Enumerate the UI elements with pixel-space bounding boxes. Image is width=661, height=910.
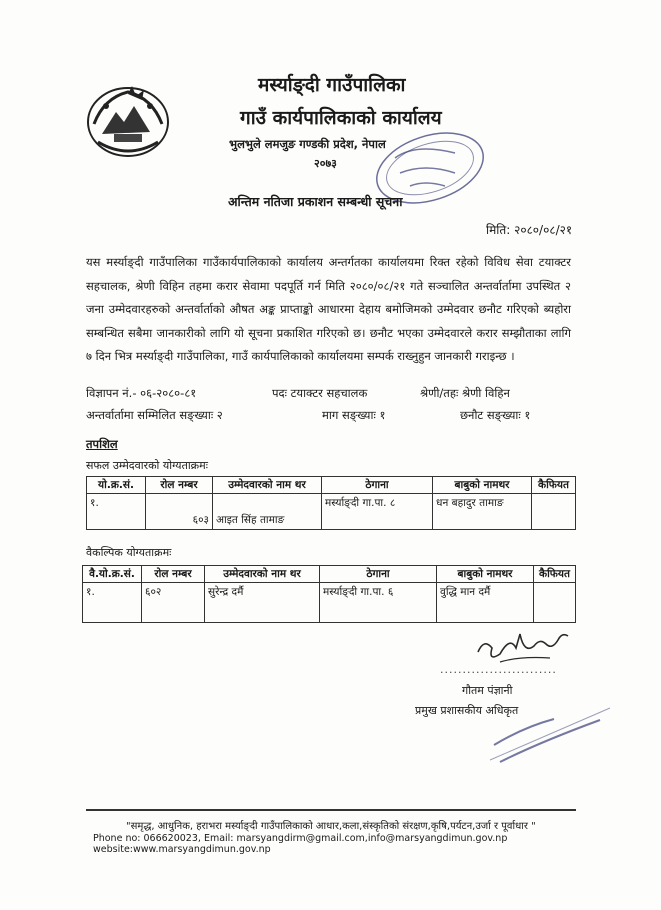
column-header: उम्मेदवारको नाम थर xyxy=(213,477,322,494)
alternate-heading: वैकल्पिक योग्यताक्रमः xyxy=(86,546,172,559)
post-level: श्रेणी/तहः श्रेणी विहिन xyxy=(420,386,510,400)
cell-father: धन बहादुर तामाङ xyxy=(433,494,532,530)
footer-divider xyxy=(86,809,576,811)
table-header-row xyxy=(83,566,576,583)
column-header: यो.क्र.सं. xyxy=(87,477,146,494)
cell-address: मर्स्याङ्दी गा.पा. ६ xyxy=(320,583,437,623)
cell-sn: १. xyxy=(87,494,146,530)
footer-motto: "समृद्ध, आधुनिक, हराभरा मर्स्याङ्दी गाउँपालिकाको आधार,कला,संस्कृतिको संरक्षण,कृषि,पर्यटन,उर्जा र पूर्वाधार " xyxy=(126,821,536,832)
column-header: उम्मेदवारको नाम थर xyxy=(205,566,320,583)
column-header: ठेगाना xyxy=(320,566,437,583)
alternate-table xyxy=(82,565,576,623)
table-row xyxy=(87,494,576,530)
column-header: वै.यो.क्र.सं. xyxy=(83,566,142,583)
office-address: भुलभुले लमजुङ गण्डकी प्रदेश, नेपाल xyxy=(229,137,386,151)
column-header: बाबुको नामथर xyxy=(433,477,532,494)
column-header: कैफियत xyxy=(532,477,576,494)
column-header: कैफियत xyxy=(534,566,576,583)
officer-stamp-icon xyxy=(480,700,630,770)
cell-name: आइत सिंह तामाङ xyxy=(213,494,322,530)
signatory-title: प्रमुख प्रशासकीय अधिकृत xyxy=(415,704,519,717)
post-name: पदः टयाक्टर सहचालक xyxy=(272,386,368,400)
notice-date: मिति: २०८०/०८/२१ xyxy=(486,223,573,237)
municipality-emblem-icon xyxy=(84,84,172,162)
details-heading: तपशिल xyxy=(86,437,118,451)
successful-heading: सफल उम्मेदवारको योग्यताक्रमः xyxy=(86,459,208,472)
cell-roll: ६०३ xyxy=(146,494,213,530)
interview-count: अन्तर्वार्तामा सम्मिलित सङ्ख्याः २ xyxy=(86,408,223,422)
table-row xyxy=(83,583,576,623)
column-header: बाबुको नामथर xyxy=(437,566,534,583)
cell-name: सुरेन्द्र दर्मै xyxy=(205,583,320,623)
cell-remarks xyxy=(534,583,576,623)
successful-table xyxy=(86,476,576,530)
notice-body-paragraph: यस मर्स्याङ्दी गाउँपालिका गाउँकार्यपालिकाको कार्यालय अन्तर्गतका कार्यालयमा रिक्त रहेको विविध सेवा टयाक्टर सहचालक, श्रेणी विहिन तहमा करार सेवामा पदपूर्ति गर्न मिति २०८०/०८/२१ गते सञ्चालित अन्तर्वार्तामा उपस्थित २ जना उम्मेदवारहरुको अन्तर्वार्ताको औषत अङ्क प्राप्ताङ्को आधारमा देहाय बमोजिमको उम्मेदवार छनौट गरिएको ब्यहोरा सम्बन्धित सबैमा जानकारीको लागि यो सूचना प्रकाशित गरिएको छ। छनौट भएका उम्मेदवारले करार सम्झौताका लागि ७ दिन भित्र मर्स्याङ्दी गाउँपालिका, गाउँ कार्यपालिकाको कार्यालयमा सम्पर्क राख्नुहुन जानकारी गराइन्छ । xyxy=(86,255,571,364)
cell-sn: १. xyxy=(83,583,142,623)
office-name-line2: गाउँ कार्यपालिकाको कार्यालय xyxy=(240,107,442,129)
table-header-row xyxy=(87,477,576,494)
cell-father: वुद्धि मान दर्मै xyxy=(437,583,534,623)
signature-line: .......................... xyxy=(440,663,557,676)
demand-count: माग सङ्ख्याः १ xyxy=(322,408,386,422)
signatory-name: गौतम पंज्ञानी xyxy=(462,684,513,697)
advert-number: विज्ञापन नं.- ०६-२०८०-८१ xyxy=(86,386,197,400)
selected-count: छनौट सङ्ख्याः १ xyxy=(460,408,531,422)
column-header: ठेगाना xyxy=(322,477,433,494)
office-name-line1: मर्स्याङ्दी गाउँपालिका xyxy=(258,74,406,96)
cell-address: मर्स्याङ्दी गा.पा. ८ xyxy=(322,494,433,530)
cell-roll: ६०२ xyxy=(142,583,205,623)
column-header: रोल नम्बर xyxy=(146,477,213,494)
footer-contact: Phone no: 066620023, Email: marsyangdirm@gmail.com,info@marsyangdimun.gov.np website:www.marsyangdimun.gov.np xyxy=(93,833,508,855)
notice-subject: अन्तिम नतिजा प्रकाशन सम्बन्धी सूचना xyxy=(228,194,403,209)
established-year: २०७३ xyxy=(314,157,337,170)
cell-remarks xyxy=(532,494,576,530)
column-header: रोल नम्बर xyxy=(142,566,205,583)
